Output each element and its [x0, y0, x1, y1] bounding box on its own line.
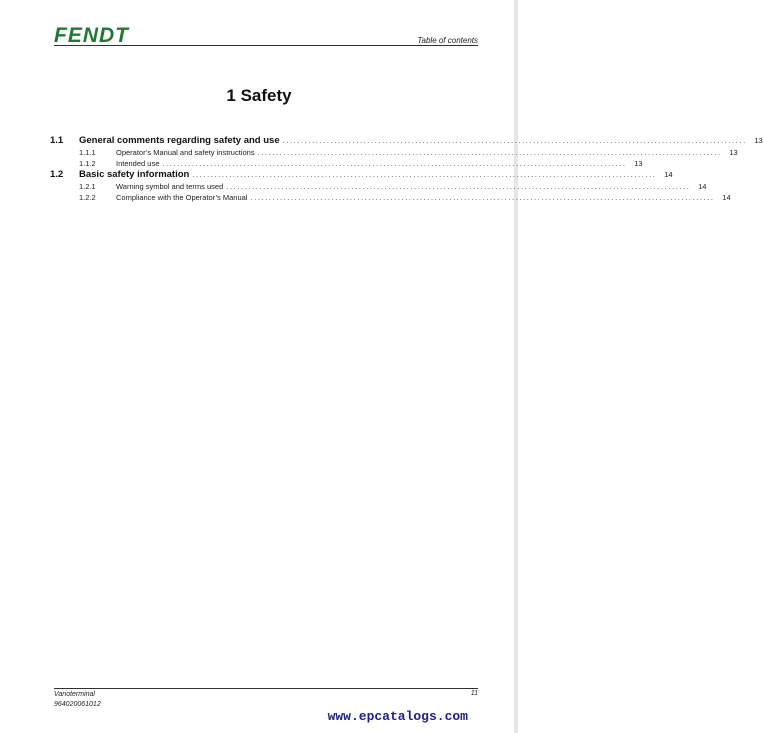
watermark-link[interactable]: www.epcatalogs.com [327, 709, 468, 724]
toc-number: 1.2 [50, 169, 64, 180]
toc-entry-1-1[interactable] [50, 135, 763, 147]
toc-entry-1-2[interactable] [50, 169, 673, 181]
toc-entry-1-1-2[interactable] [50, 158, 643, 169]
toc-leader-dots: .............................................................................................................................. [282, 136, 747, 145]
toc-page-number: 14 [698, 182, 707, 191]
toc-entry-1-1-1[interactable] [50, 147, 738, 158]
toc-number: 1.1.1 [79, 148, 96, 157]
toc-page-number: 14 [664, 170, 673, 179]
toc-leader-dots: .............................................................................................................................. [226, 182, 691, 191]
page-edge-shadow [514, 0, 518, 733]
toc-title: General comments regarding safety and use [79, 135, 280, 146]
chapter-title: 1 Safety [226, 86, 292, 105]
footer-page-number: 11 [470, 690, 478, 697]
toc-title: Basic safety information [79, 169, 190, 180]
footer-doc-number: 964020061012 [54, 701, 101, 708]
fendt-logo: FENDT [54, 24, 129, 47]
toc-page-number: 13 [754, 136, 763, 145]
toc-number: 1.1 [50, 135, 64, 146]
toc-title: Operator’s Manual and safety instructions [116, 148, 255, 157]
toc-leader-dots: .............................................................................................................................. [257, 148, 722, 157]
toc-page-number: 14 [722, 193, 731, 202]
toc-number: 1.2.1 [79, 182, 96, 191]
toc-entry-1-2-1[interactable] [50, 181, 707, 192]
toc-title: Intended use [116, 159, 160, 168]
toc-entry-1-2-2[interactable] [50, 192, 731, 203]
footer-product-name: Varioterminal [54, 691, 95, 698]
toc-title: Warning symbol and terms used [116, 182, 224, 191]
footer-product-info [54, 690, 101, 710]
toc-title: Compliance with the Operator’s Manual [116, 193, 248, 202]
toc-number: 1.2.2 [79, 193, 96, 202]
header-section-title: Table of contents [417, 36, 478, 45]
toc-leader-dots: .............................................................................................................................. [162, 159, 627, 168]
header-rule [54, 45, 478, 46]
footer-rule [54, 688, 478, 689]
toc-leader-dots: .............................................................................................................................. [250, 193, 715, 202]
toc-leader-dots: .............................................................................................................................. [192, 170, 657, 179]
toc-page-number: 13 [729, 148, 738, 157]
table-of-contents [50, 135, 763, 203]
toc-page-number: 13 [634, 159, 643, 168]
toc-number: 1.1.2 [79, 159, 96, 168]
